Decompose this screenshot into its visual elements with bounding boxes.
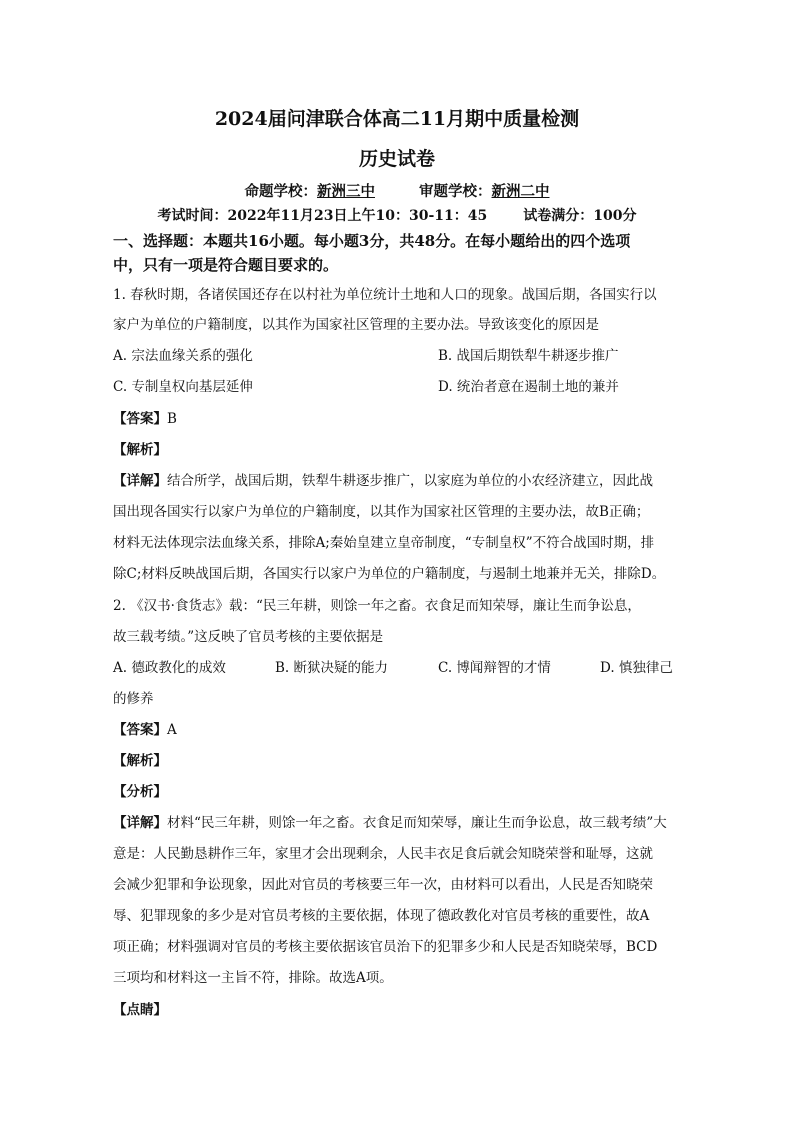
detail-tag: 【详解】 bbox=[113, 473, 167, 489]
q1-detail-line1 bbox=[113, 471, 683, 491]
q1-detail-line3: 材料无法体现宗法血缘关系，排除A;秦始皇建立皇帝制度，“专制皇权”不符合战国时期，排 bbox=[113, 535, 655, 551]
q1-option-a: A. 宗法血缘关系的强化 bbox=[113, 348, 253, 364]
setter-label: 命题学校： bbox=[244, 183, 317, 200]
q2-stem-line1: 2. 《汉书·食货志》载：“民三年耕，则馀一年之畜。衣食足而知荣辱，廉让生而争讼息， bbox=[113, 598, 641, 614]
q2-option-a: A. 德政教化的成效 bbox=[113, 660, 226, 676]
q2-detail-line5: 项正确；材料强调对官员的考核主要依据该官员治下的犯罪多少和人民是否知晓荣辱，BCD bbox=[113, 939, 658, 955]
q2-detail-line2: 意是：人民勤恳耕作三年，家里才会出现剩余，人民丰衣足食后就会知晓荣誉和耻辱，这就 bbox=[113, 846, 653, 862]
q1-analysis-tag: 【解析】 bbox=[113, 442, 167, 458]
detail-tag: 【详解】 bbox=[113, 815, 167, 831]
q1-answer bbox=[113, 409, 683, 429]
q1-option-c: C. 专制皇权向基层延伸 bbox=[113, 379, 253, 395]
answer-value: B bbox=[167, 411, 177, 427]
q2-option-d-cont: 的修养 bbox=[113, 691, 154, 707]
answer-tag: 【答案】 bbox=[113, 722, 167, 738]
q2-fenxi-tag: 【分析】 bbox=[113, 784, 167, 800]
q1-option-b: B. 战国后期铁犁牛耕逐步推广 bbox=[438, 348, 619, 364]
q2-detail-line3: 会减少犯罪和争讼现象，因此对官员的考核要三年一次，由材料可以看出，人民是否知晓荣 bbox=[113, 877, 653, 893]
reviewer-label: 审题学校： bbox=[419, 183, 492, 200]
q1-stem-line2: 家户为单位的户籍制度，以其作为国家社区管理的主要办法。导致该变化的原因是 bbox=[113, 317, 599, 333]
q2-option-c: C. 博闻辩智的才情 bbox=[438, 660, 551, 676]
q1-detail-line2: 国出现各国实行以家户为单位的户籍制度，以其作为国家社区管理的主要办法，故B正确； bbox=[113, 504, 650, 520]
q1-stem-line1: 1. 春秋时期，各诸侯国还存在以村社为单位统计土地和人口的现象。战国后期，各国实行以 bbox=[113, 287, 657, 303]
q2-analysis-tag: 【解析】 bbox=[113, 753, 167, 769]
exam-time: 考试时间：2022年11月23日上午10：30-11：45 bbox=[157, 208, 488, 224]
reviewer-school: 新洲二中 bbox=[491, 183, 550, 200]
q1-option-d: D. 统治者意在遏制土地的兼并 bbox=[438, 379, 619, 395]
detail-text: 结合所学，战国后期，铁犁牛耕逐步推广，以家庭为单位的小农经济建立，因此战 bbox=[167, 473, 653, 489]
q2-detail-line6: 三项均和材料这一主旨不符，排除。故选A项。 bbox=[113, 970, 393, 986]
full-score: 试卷满分：100分 bbox=[523, 208, 637, 224]
answer-tag: 【答案】 bbox=[113, 411, 167, 427]
q2-detail-line4: 辱、犯罪现象的多少是对官员考核的主要依据，体现了德政教化对官员考核的重要性，故A bbox=[113, 908, 650, 924]
exam-title: 2024届问津联合体高二11月期中质量检测 bbox=[214, 108, 580, 130]
q2-dianjing-tag: 【点睛】 bbox=[113, 1002, 167, 1018]
q2-answer bbox=[113, 720, 683, 740]
section-heading-line2: 中，只有一项是符合题目要求的。 bbox=[113, 256, 339, 274]
setter-school: 新洲三中 bbox=[317, 183, 375, 200]
detail-text: 材料“民三年耕，则馀一年之畜。衣食足而知荣辱，廉让生而争讼息，故三载考绩”大 bbox=[167, 815, 667, 831]
exam-info bbox=[0, 206, 794, 226]
section-heading-line1: 一、选择题：本题共16小题。每小题3分，共48分。在每小题给出的四个选项 bbox=[113, 232, 631, 250]
school-info bbox=[0, 182, 794, 202]
q2-option-d: D. 慎独律己 bbox=[600, 660, 673, 676]
q2-stem-line2: 故三载考绩。”这反映了官员考核的主要依据是 bbox=[113, 629, 384, 645]
answer-value: A bbox=[167, 722, 177, 738]
q1-detail-line4: 除C;材料反映战国后期，各国实行以家户为单位的户籍制度，与遏制土地兼并无关，排除D。 bbox=[113, 566, 666, 582]
q2-option-b: B. 断狱决疑的能力 bbox=[275, 660, 389, 676]
subject-title: 历史试卷 bbox=[358, 148, 435, 170]
q2-detail-line1 bbox=[113, 813, 683, 833]
